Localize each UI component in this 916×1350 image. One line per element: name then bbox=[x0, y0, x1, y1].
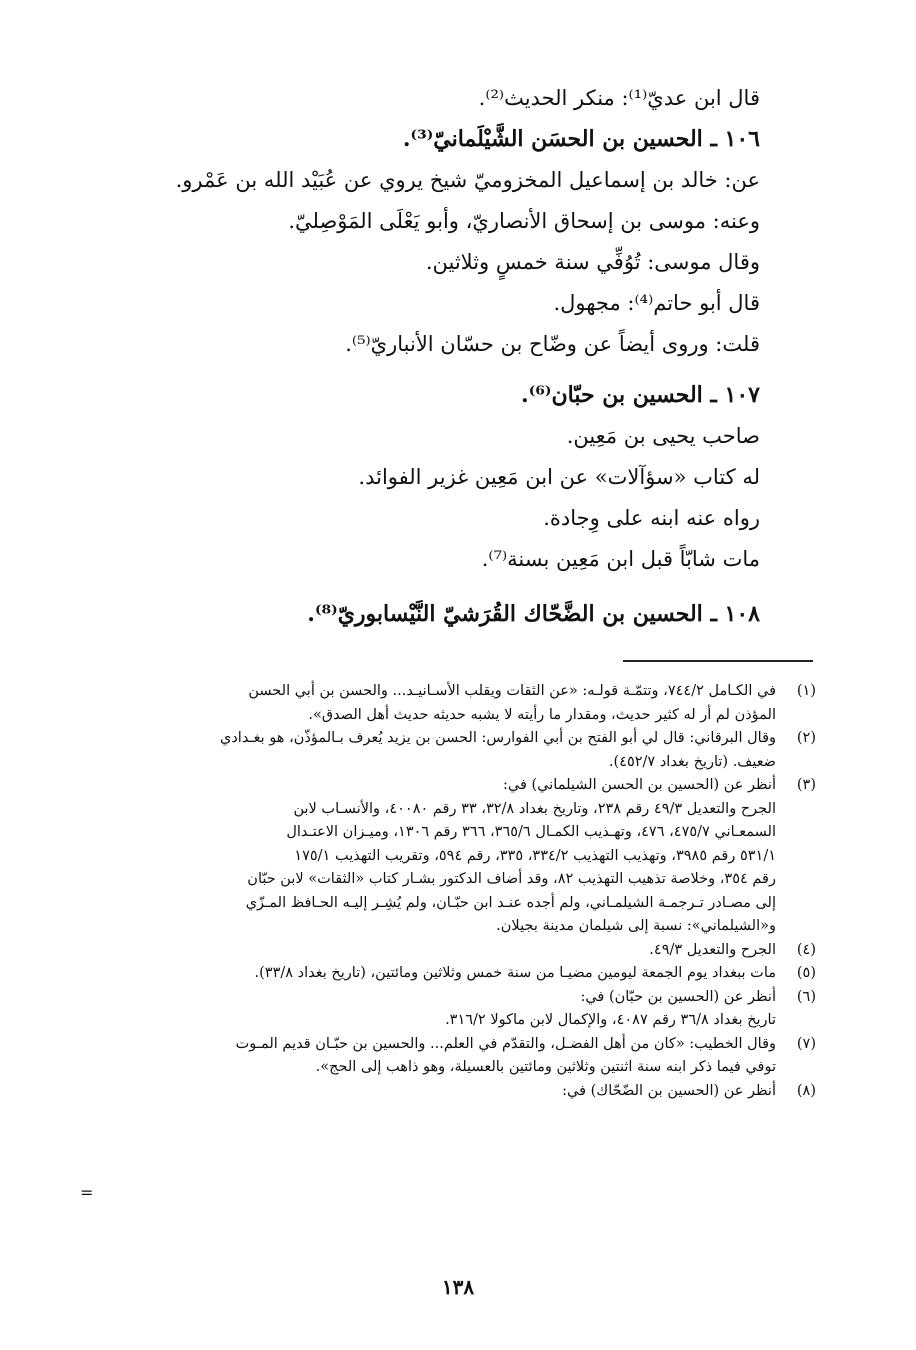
footnote-line: مات ببغداد يوم الجمعة ليومين مضيـا من سنة خمس وثلاثين ومائتين، (تاريخ بغداد ٣٣/٨). bbox=[254, 965, 776, 981]
footnote-line: ٥٣١/١ رقم ٣٩٨٥، وتهذيب التهذيب ٣٣٤/٢، ٣٣٥، رقم ٥٩٤، وتقريب التهذيب ١٧٥/١ bbox=[294, 847, 776, 864]
footnote-line: ضعيف. (تاريخ بغداد ٤٥٢/٧). bbox=[608, 753, 776, 770]
footnote-line: أنظر عن (الحسين بن الحسن الشيلماني) في: bbox=[502, 777, 776, 793]
page-number: ١٣٨ bbox=[441, 1275, 475, 1299]
footnote-line: رقم ٣٥٤، وخلاصة تذهيب التهذيب ٨٢، وقد أضاف الدكتور بشـار كتاب «الثقات» لابن حبّان bbox=[247, 871, 776, 887]
text-line: قلت: وروى أيضاً عن وضّاح بن حسّان الأنباريّ⁽⁵⁾. bbox=[345, 332, 760, 356]
footnote-line: و«الشيلماني»: نسبة إلى شيلمان مدينة بجيلان. bbox=[496, 918, 776, 934]
footnote-number: (١) bbox=[796, 683, 816, 699]
entry-heading-108: ١٠٨ ـ الحسين بن الضَّحّاك القُرَشيّ النَّيْسابوريّ⁽⁸⁾. bbox=[307, 601, 760, 627]
text-line: وقال موسى: تُوُفِّي سنة خمسٍ وثلاثين. bbox=[425, 250, 760, 274]
footnote-line: وقال الخطيب: «كان من أهل الفضـل، والتقدّم في العلم... والحسين بن حبّـان قديم المـوت bbox=[235, 1035, 776, 1052]
footnote-number: (٢) bbox=[796, 730, 816, 746]
footnote-line: في الكـامل ٧٤٤/٢، وتتمّـة قولـه: «عن الثقات ويقلب الأسـانيـد... والحسن بن أبي الحسن bbox=[248, 683, 776, 699]
footnote-1 bbox=[92, 680, 816, 727]
footnote-2 bbox=[92, 727, 816, 774]
continuation-mark: = bbox=[80, 1183, 94, 1202]
footnote-number: (٥) bbox=[796, 965, 816, 981]
text-line: مات شابّاً قبل ابن مَعِين بسنة⁽⁷⁾. bbox=[481, 547, 760, 571]
footnote-line: أنظر عن (الحسين بن الضّحّاك) في: bbox=[562, 1082, 776, 1099]
text-line: له كتاب «سؤآلات» عن ابن مَعِين غزير الفوائد. bbox=[358, 465, 760, 489]
text-line: وعنه: موسى بن إسحاق الأنصاريّ، وأبو يَعْلَى المَوْصِليّ. bbox=[288, 209, 760, 233]
text-line: صاحب يحيى بن مَعِين. bbox=[566, 424, 760, 448]
text-line: قال أبو حاتم⁽⁴⁾: مجهول. bbox=[553, 291, 760, 315]
footnote-5 bbox=[92, 962, 816, 986]
main-text bbox=[120, 78, 760, 635]
footnote-4 bbox=[92, 939, 816, 963]
footnote-number: (٤) bbox=[796, 941, 816, 958]
footnote-line: المؤذن لم أر له كثير حديث، ومقدار ما رأيته لا يشبه حديثه حديث أهل الصدق». bbox=[308, 706, 776, 723]
footnote-7 bbox=[92, 1033, 816, 1080]
footnote-number: (٨) bbox=[796, 1082, 816, 1099]
footnote-line: الجرح والتعديل ٤٩/٣. bbox=[649, 941, 776, 958]
footnote-separator bbox=[623, 660, 813, 662]
footnote-line: تاريخ بغداد ٣٦/٨ رقم ٤٠٨٧، والإكمال لابن ماكولا ٣١٦/٢. bbox=[445, 1012, 776, 1028]
footnote-number: (٦) bbox=[796, 988, 816, 1005]
entry-heading-106: ١٠٦ ـ الحسين بن الحسَن الشَّيْلَمانيّ⁽³⁾. bbox=[402, 126, 760, 152]
text-line: رواه عنه ابنه على وِجادة. bbox=[543, 506, 760, 530]
text-line: قال ابن عديّ⁽¹⁾: منكر الحديث⁽²⁾. bbox=[478, 86, 760, 110]
footnote-6 bbox=[92, 986, 816, 1033]
footnote-line: أنظر عن (الحسين بن حبّان) في: bbox=[580, 988, 776, 1005]
footnote-line: إلى مصـادر تـرجمـة الشيلمـاني، ولم أجده عنـد ابن حبّـان، ولم يُشِـر إليـه الحـافظ المـزّي bbox=[245, 894, 776, 911]
footnote-line: الجرح والتعديل ٤٩/٣ رقم ٢٣٨، وتاريخ بغداد ٣٢/٨، ٣٣ رقم ٤٠٠٨٠، والأنسـاب لابن bbox=[293, 800, 776, 817]
footnote-line: وقال البرقاني: قال لي أبو الفتح بن أبي الفوارس: الحسن بن يزيد يُعرف بـالمؤذّن، هو بغـدادي bbox=[219, 730, 776, 746]
footnote-number: (٧) bbox=[796, 1035, 816, 1052]
footnote-8 bbox=[92, 1080, 816, 1104]
footnote-line: السمعـاني ٤٧٥/٧، ٤٧٦، وتهـذيب الكمـال ٣٦٥/٦، ٣٦٦ رقم ١٣٠٦، وميـزان الاعتـدال bbox=[286, 824, 776, 840]
footnotes bbox=[92, 680, 816, 1103]
footnote-line: توفي فيما ذكر ابنه سنة اثنتين وثلاثين ومائتين بالعسيلة، وهو ذاهب إلى الحج». bbox=[315, 1059, 776, 1075]
entry-heading-107: ١٠٧ ـ الحسين بن حبّان⁽⁶⁾. bbox=[521, 382, 760, 408]
text-line: عن: خالد بن إسماعيل المخزوميّ شيخ يروي عن عُبَيْد الله بن عَمْرو. bbox=[175, 168, 760, 192]
footnote-3 bbox=[92, 774, 816, 939]
footnote-number: (٣) bbox=[796, 777, 816, 793]
